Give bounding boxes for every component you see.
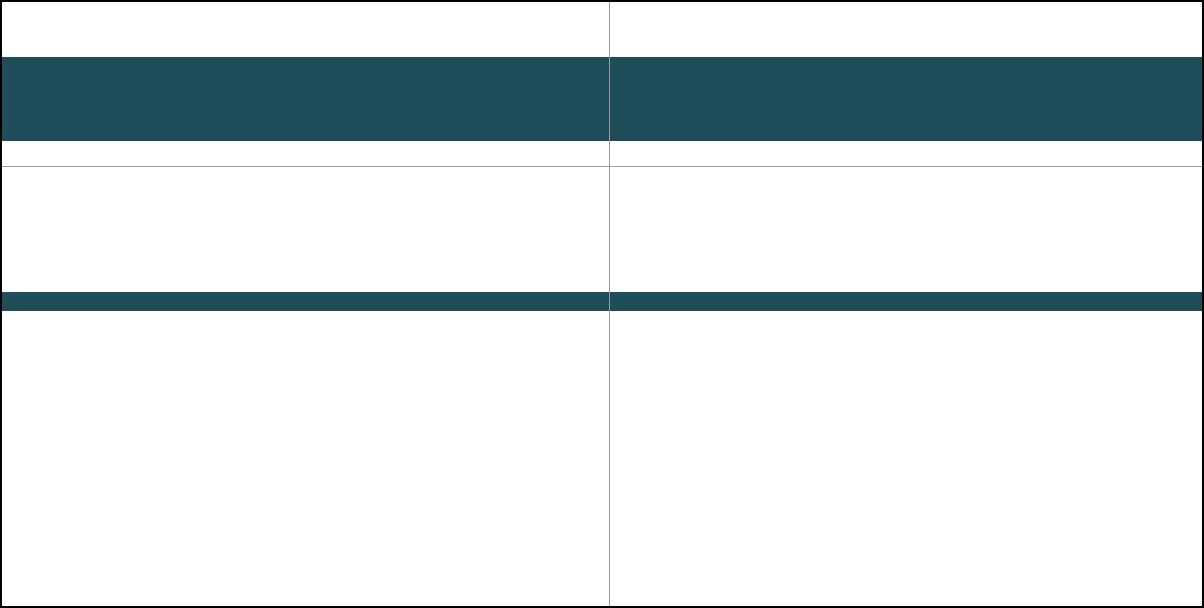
divider bbox=[2, 166, 1202, 167]
column-separator bbox=[609, 2, 610, 606]
revenue-band bbox=[2, 292, 1202, 311]
header-band bbox=[2, 57, 1202, 141]
